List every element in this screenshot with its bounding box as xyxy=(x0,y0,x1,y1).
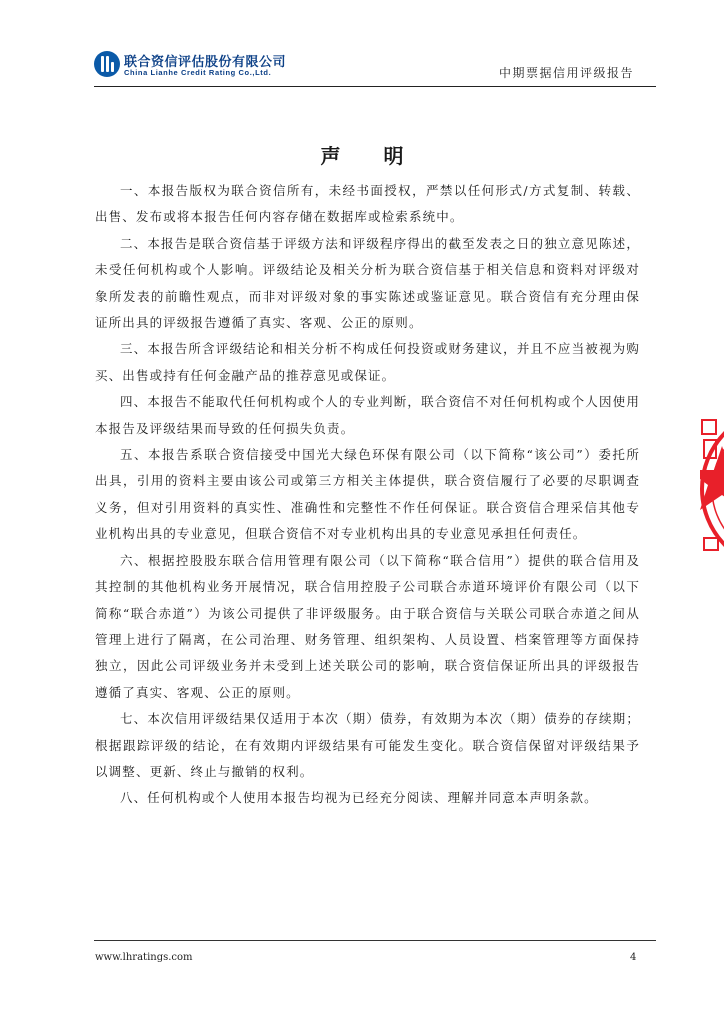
header-divider xyxy=(94,86,656,87)
page-title: 声 明 xyxy=(320,144,422,168)
statement-paragraph-7: 七、本次信用评级结果仅适用于本次（期）债券，有效期为本次（期）债券的存续期；根据跟踪评级的结论，在有效期内评级结果有可能发生变化。联合资信保留对评级结果予以调整、更新、终止与撤销的权利。 xyxy=(95,711,640,779)
statement-paragraph-5: 五、本报告系联合资信接受中国光大绿色环保有限公司（以下简称“该公司”）委托所出具，引用的资料主要由该公司或第三方相关主体提供，联合资信履行了必要的尽职调查义务，但对引用资料的真实性、准确性和完整性不作任何保证。联合资信合理采信其他专业机构出具的专业意见，但联合资信不对专业机构出具的专业意见承担任何责任。 xyxy=(95,447,640,542)
statement-paragraph-4: 四、本报告不能取代任何机构或个人的专业判断，联合资信不对任何机构或个人因使用本报告及评级结果而导致的任何损失负责。 xyxy=(95,394,640,436)
report-type-label: 中期票据信用评级报告 xyxy=(498,66,634,80)
page-number: 4 xyxy=(630,952,637,963)
company-name-cn: 联合资信评估股份有限公司 xyxy=(124,55,287,70)
company-logo-icon xyxy=(94,51,120,77)
company-name-en: China Lianhe Credit Rating Co.,Ltd. xyxy=(124,68,272,77)
statement-paragraph-1: 一、本报告版权为联合资信所有，未经书面授权，严禁以任何形式/方式复制、转载、出售、发布或将本报告任何内容存储在数据库或检索系统中。 xyxy=(95,183,640,225)
statement-body xyxy=(95,178,640,812)
statement-paragraph-8: 八、任何机构或个人使用本报告均视为已经充分阅读、理解并同意本声明条款。 xyxy=(120,790,598,806)
statement-paragraph-3: 三、本报告所含评级结论和相关分析不构成任何投资或财务建议，并且不应当被视为购买、出售或持有任何金融产品的推荐意见或保证。 xyxy=(95,341,640,383)
red-seal-stamp xyxy=(700,406,724,572)
statement-paragraph-2: 二、本报告是联合资信基于评级方法和评级程序得出的截至发表之日的独立意见陈述，未受任何机构或个人影响。评级结论及相关分析为联合资信基于相关信息和资料对评级对象所发表的前瞻性观点，而非对评级对象的事实陈述或鉴证意见。联合资信有充分理由保证所出具的评级报告遵循了真实、客观、公正的原则。 xyxy=(95,235,640,331)
footer-divider xyxy=(94,940,656,941)
footer-website: www.lhratings.com xyxy=(95,952,193,963)
page-header xyxy=(94,48,638,88)
statement-paragraph-6: 六、根据控股股东联合信用管理有限公司（以下简称“联合信用”）提供的联合信用及其控制的其他机构业务开展情况，联合信用控股子公司联合赤道环境评价有限公司（以下简称“联合赤道”）为该公司提供了非评级服务。由于联合资信与关联公司联合赤道之间从管理上进行了隔离，在公司治理、财务管理、组织架构、人员设置、档案管理等方面保持独立，因此公司评级业务并未受到上述关联公司的影响，联合资信保证所出具的评级报告遵循了真实、客观、公正的原则。 xyxy=(95,552,640,700)
